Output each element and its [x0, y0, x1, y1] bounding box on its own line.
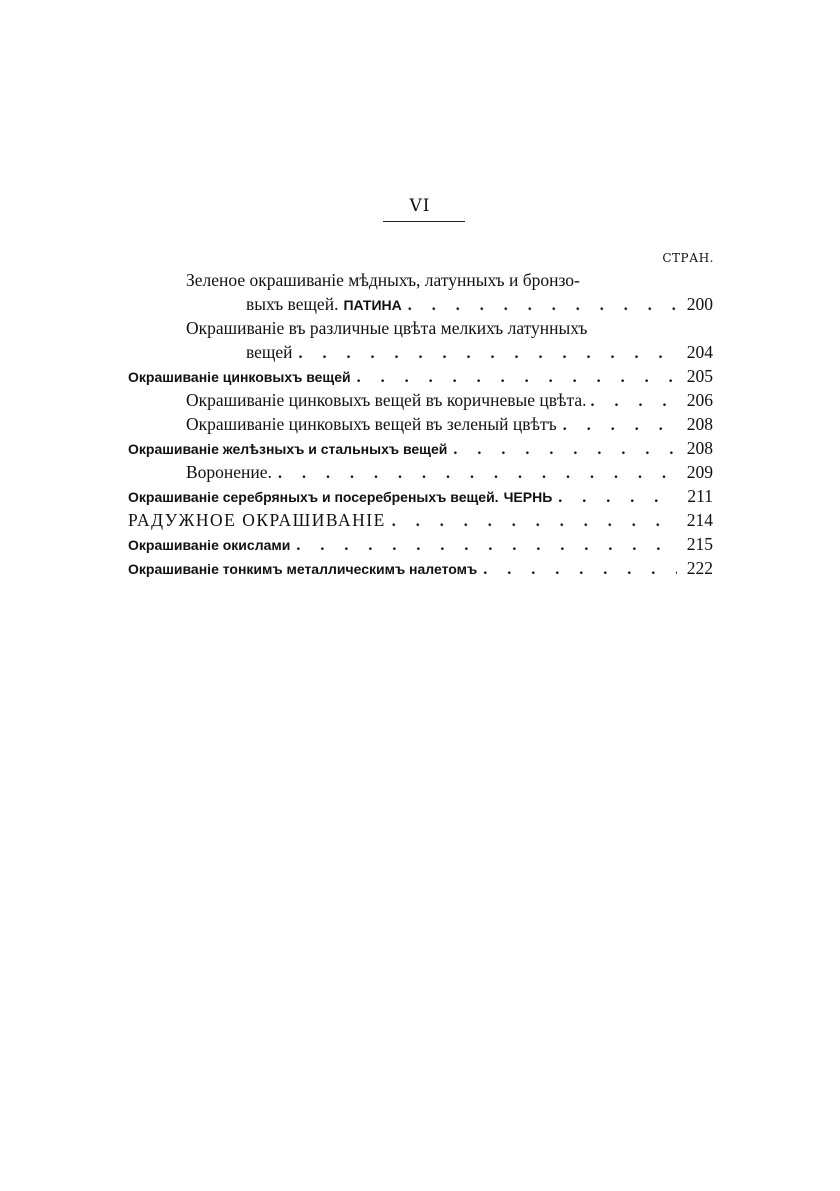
- toc-page-number: 214: [686, 510, 713, 530]
- toc-entry-line: [128, 340, 713, 364]
- toc-entry-title: Воронение.: [186, 462, 272, 482]
- toc-entry-bold-keyword: ПАТИНА: [343, 297, 402, 313]
- toc-entry-line: [128, 436, 713, 460]
- toc-page-number: 204: [686, 342, 713, 362]
- page-number: VI: [409, 196, 431, 216]
- toc-page-number: 211: [687, 486, 713, 506]
- dot-leader: [483, 558, 677, 582]
- toc-page-number: 208: [686, 414, 713, 434]
- toc-entry-title: Окрашиванiе цинковыхъ вещей въ зеленый цвѣтъ: [186, 414, 557, 434]
- toc-page-number: 205: [686, 366, 713, 386]
- dot-leader: [392, 510, 677, 534]
- toc-page-number: 222: [686, 558, 713, 578]
- column-label: СТРАН.: [662, 251, 714, 265]
- toc-entry-line: [128, 556, 713, 580]
- toc-page-number: 209: [686, 462, 713, 482]
- toc-entry-line: [128, 484, 713, 508]
- dot-leader: [408, 294, 677, 318]
- dot-leader: [357, 366, 677, 390]
- dot-leader: [453, 438, 677, 462]
- toc-entry-title: РАДУЖНОЕ ОКРАШИВАНIЕ: [128, 510, 386, 530]
- toc-entry-title: Окрашиванiе цинковыхъ вещей въ коричневые цвѣта.: [186, 390, 587, 410]
- toc-page-number: 206: [686, 390, 713, 410]
- toc-page-number: 208: [686, 438, 713, 458]
- toc-entry-title: вещей: [246, 342, 293, 362]
- toc-entry-line: [128, 364, 713, 388]
- toc-entry-line: [128, 388, 713, 412]
- dot-leader: [296, 534, 677, 558]
- toc-entry-title: Окрашиванiе серебряныхъ и посеребреныхъ вещей.: [128, 489, 499, 505]
- dot-leader: [278, 462, 677, 486]
- toc-entry-line: [128, 508, 713, 532]
- toc-entry-line: [128, 532, 713, 556]
- dot-leader: [591, 390, 679, 414]
- dot-leader: [558, 486, 677, 510]
- toc-page-number: 215: [686, 534, 713, 554]
- toc-entry-title: Окрашиванiе тонкимъ металлическимъ налетомъ: [128, 561, 478, 577]
- toc-entry-title: Окрашиванiе окислами: [128, 537, 291, 553]
- header-rule: [383, 221, 465, 222]
- toc-entry-title: Окрашиванiе желѣзныхъ и стальныхъ вещей: [128, 441, 448, 457]
- toc-page-number: 200: [686, 294, 713, 314]
- toc-entry-bold-keyword: ЧЕРНЬ: [503, 489, 553, 505]
- toc-entry-line: [128, 268, 713, 292]
- toc-entry-title: Окрашиванiе въ различные цвѣта мелкихъ латунныхъ: [186, 318, 588, 338]
- dot-leader: [299, 342, 677, 366]
- toc-entry-title: Окрашиванiе цинковыхъ вещей: [128, 369, 351, 385]
- table-of-contents: [128, 268, 713, 580]
- toc-entry-title: Зеленое окрашиванiе мѣдныхъ, латунныхъ и бронзо-: [186, 270, 580, 290]
- toc-entry-title: выхъ вещей.: [246, 294, 339, 314]
- toc-entry-line: [128, 316, 713, 340]
- toc-entry-line: [128, 412, 713, 436]
- toc-entry-line: [128, 460, 713, 484]
- dot-leader: [563, 414, 677, 438]
- toc-entry-line: [128, 292, 713, 316]
